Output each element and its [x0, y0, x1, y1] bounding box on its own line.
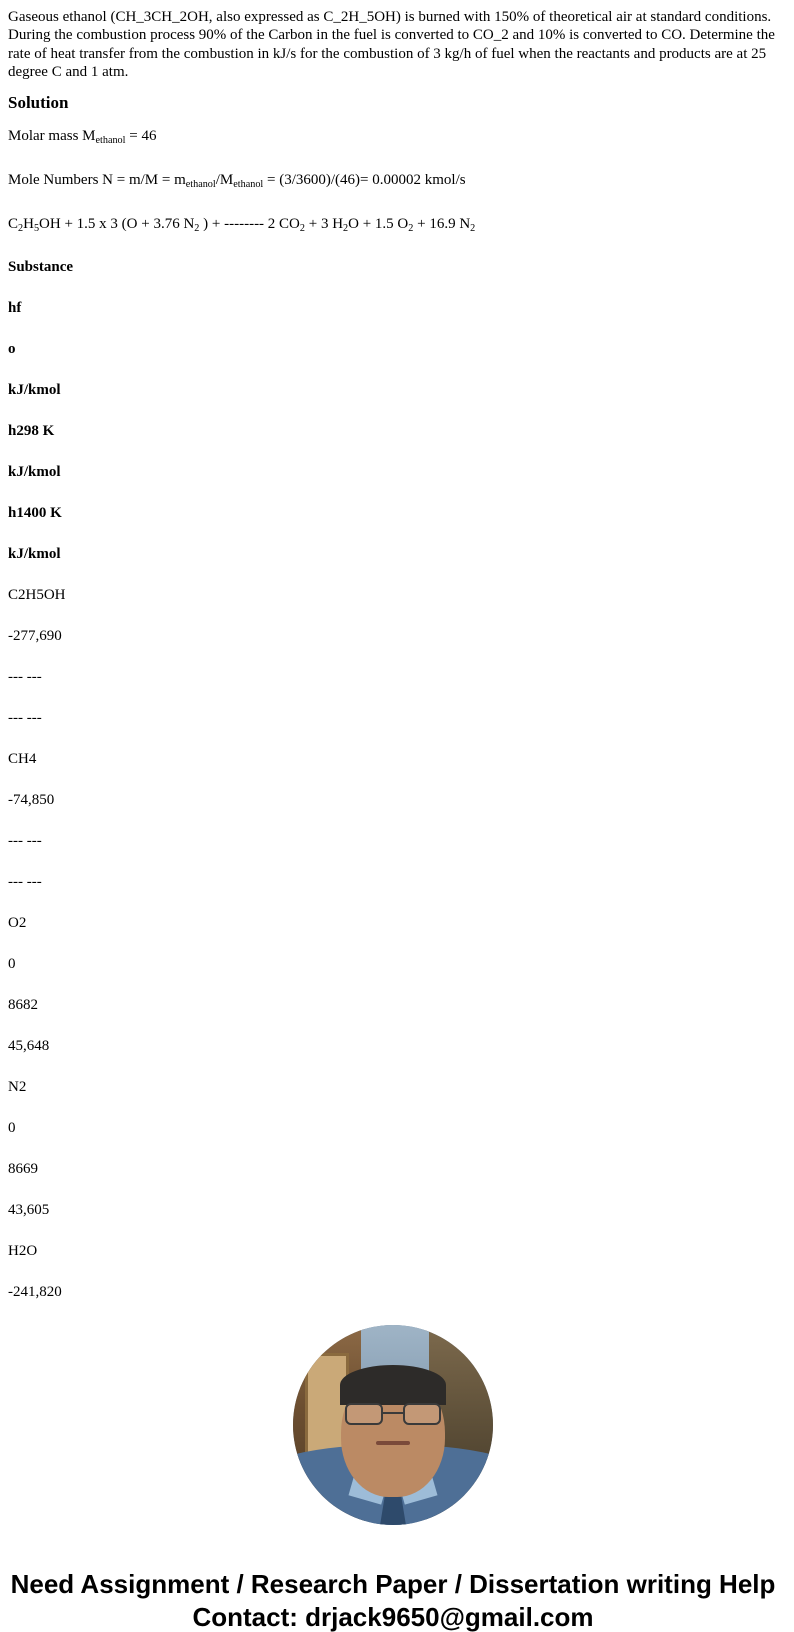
- glasses-icon: [345, 1403, 441, 1425]
- table-header-h298: h298 K: [8, 423, 55, 440]
- table-header-h298-units: kJ/kmol: [8, 464, 61, 481]
- solution-heading: Solution: [8, 93, 69, 113]
- table-header-hf-superscript: o: [8, 341, 16, 358]
- reaction-a-sub: 2: [18, 223, 24, 235]
- table-cell: --- ---: [8, 669, 42, 686]
- avatar-mouth: [376, 1441, 410, 1445]
- problem-statement: Gaseous ethanol (CH_3CH_2OH, also expressed as C_2H_5OH) is burned with 150% of theoretical air at standard conditions. During the combustion process 90% of the Carbon in the fuel is converted to CO_2 and 10% is converted to CO. Determine the rate of heat transfer from the combustion in kJ/s for the combustion of 3 kg/h of fuel when the reactants and products are at 25 degree C and 1 atm.: [8, 9, 775, 80]
- mole-numbers-part1: Mole Numbers N = m/M = m: [8, 172, 186, 189]
- table-cell: --- ---: [8, 833, 42, 850]
- reaction-d: ) + -------- 2 CO: [199, 216, 300, 233]
- reaction-f: O + 1.5 O: [348, 216, 409, 233]
- table-header-hf-units: kJ/kmol: [8, 382, 61, 399]
- glasses-lens-right: [403, 1403, 441, 1425]
- table-cell: -277,690: [8, 628, 62, 645]
- table-header-substance: Substance: [8, 259, 74, 276]
- table-cell: -74,850: [8, 792, 55, 809]
- table-cell: O2: [8, 915, 27, 932]
- table-cell: 0: [8, 956, 16, 973]
- table-header-h1400-units: kJ/kmol: [8, 546, 61, 563]
- footer-headline: Need Assignment / Research Paper / Dissertation writing Help: [10, 1569, 776, 1600]
- avatar: [293, 1325, 493, 1525]
- table-cell: CH4: [8, 751, 37, 768]
- molar-mass-sub: ethanol: [95, 135, 126, 147]
- table-cell: N2: [8, 1079, 27, 1096]
- avatar-hair: [340, 1365, 446, 1405]
- reaction-b-sub: 5: [33, 223, 40, 235]
- table-cell: -241,820: [8, 1284, 62, 1301]
- table-cell: H2O: [8, 1243, 38, 1260]
- mole-numbers-sub2: ethanol: [233, 179, 264, 191]
- table-cell: --- ---: [8, 710, 42, 727]
- reaction-b: H: [23, 216, 34, 233]
- molar-mass-prefix: Molar mass M: [8, 128, 96, 145]
- glasses-lens-left: [345, 1403, 383, 1425]
- table-cell: 43,605: [8, 1202, 50, 1219]
- reaction-d-sub: 2: [299, 223, 305, 235]
- table-cell: C2H5OH: [8, 587, 66, 604]
- footer-contact: Contact: drjack9650@gmail.com: [192, 1601, 594, 1632]
- footer-promo: [8, 1569, 778, 1631]
- mole-numbers-part3: = (3/3600)/(46)= 0.00002 kmol/s: [263, 172, 466, 189]
- table-cell: 8669: [8, 1161, 38, 1178]
- table-cell: 45,648: [8, 1038, 50, 1055]
- avatar-container: [8, 1325, 778, 1525]
- table-cell: --- ---: [8, 874, 42, 891]
- table-cell: 8682: [8, 997, 38, 1014]
- reaction-c-sub: 2: [194, 223, 200, 235]
- reaction-g-sub: 2: [470, 223, 476, 235]
- reaction-e: + 3 H: [305, 216, 344, 233]
- table-header-h1400: h1400 K: [8, 505, 62, 522]
- reaction-e-sub: 2: [343, 223, 349, 235]
- table-header-hf: hf: [8, 300, 22, 317]
- reaction-equation: [8, 215, 778, 235]
- glasses-bridge: [383, 1412, 403, 1414]
- molar-mass-line: [8, 127, 778, 147]
- reaction-a: C: [8, 216, 19, 233]
- mole-numbers-sub1: ethanol: [185, 179, 216, 191]
- reaction-g: + 16.9 N: [413, 216, 471, 233]
- mole-numbers-line: [8, 171, 778, 191]
- mole-numbers-part2: /M: [215, 172, 234, 189]
- table-cell: 0: [8, 1120, 16, 1137]
- molar-mass-suffix: = 46: [125, 128, 157, 145]
- reaction-f-sub: 2: [408, 223, 414, 235]
- reaction-c: OH + 1.5 x 3 (O + 3.76 N: [39, 216, 195, 233]
